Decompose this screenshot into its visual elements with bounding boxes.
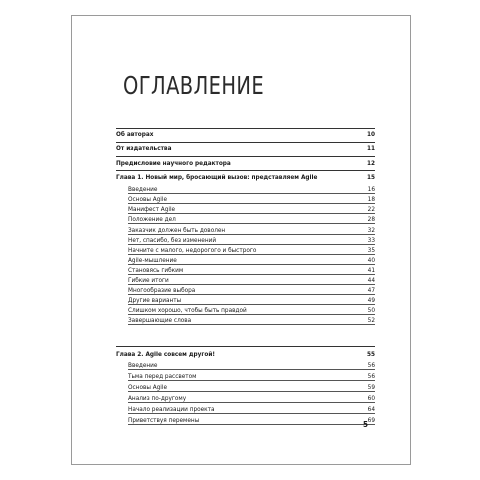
- toc-item-label: Положение дел: [128, 215, 176, 223]
- toc-item-page: 28: [367, 215, 375, 223]
- toc-entry-label: От издательства: [116, 144, 172, 152]
- toc-chapter-page: 55: [366, 350, 375, 358]
- toc-entry-label: Об авторах: [116, 130, 154, 138]
- toc-item-label: Agile-мышление: [128, 256, 177, 264]
- toc-entry-authors[interactable]: [116, 129, 375, 139]
- toc-item[interactable]: [116, 295, 375, 305]
- separator-line: [116, 156, 375, 157]
- toc-entry-page: 12: [366, 159, 375, 167]
- toc-item-label: Заказчик должен быть доволен: [128, 226, 226, 234]
- separator-line: [116, 170, 375, 171]
- toc-item-page: 69: [367, 416, 375, 424]
- page-number: 5: [362, 420, 368, 429]
- toc-item[interactable]: [116, 315, 375, 325]
- toc-item-label: Многообразие выбора: [128, 286, 196, 294]
- toc-entry-publisher[interactable]: [116, 143, 375, 153]
- toc-item[interactable]: [116, 285, 375, 295]
- toc-chapter-label: Глава 2. Agile совсем другой!: [116, 350, 215, 358]
- separator-line: [116, 346, 375, 347]
- toc-entry-label: Предисловие научного редактора: [116, 159, 231, 167]
- toc-item-page: 56: [367, 361, 375, 369]
- toc-item-page: 52: [367, 316, 375, 324]
- page-title: ОГЛАВЛЕНИЕ: [123, 71, 265, 100]
- toc-item-label: Завершающие слова: [128, 316, 192, 324]
- toc-chapter-2[interactable]: [116, 349, 375, 359]
- toc-chapter-label: Глава 1. Новый мир, бросающий вызов: представляем Agile: [116, 173, 318, 181]
- toc-item-page: 47: [367, 286, 375, 294]
- toc-item[interactable]: [116, 245, 375, 255]
- toc-item-label: Слишком хорошо, чтобы быть правдой: [128, 306, 247, 314]
- toc-item[interactable]: [116, 393, 375, 403]
- toc-item-page: 50: [367, 306, 375, 314]
- toc-item[interactable]: [116, 194, 375, 204]
- toc-item-label: Основы Agile: [128, 383, 168, 391]
- toc-item-page: 56: [367, 372, 375, 380]
- toc-item-page: 41: [367, 266, 375, 274]
- toc-item[interactable]: [116, 275, 375, 285]
- toc-item-page: 33: [367, 236, 375, 244]
- toc-entry-editor-foreword[interactable]: [116, 158, 375, 168]
- toc-item[interactable]: [116, 404, 375, 414]
- toc-item-page: 32: [367, 226, 375, 234]
- toc-entry-page: 10: [366, 130, 375, 138]
- toc-item-label: Введение: [128, 361, 158, 369]
- toc-item[interactable]: [116, 214, 375, 224]
- toc-item[interactable]: [116, 225, 375, 235]
- book-page: [71, 15, 411, 465]
- toc-item-page: 64: [367, 405, 375, 413]
- toc-item[interactable]: [116, 204, 375, 214]
- toc-item[interactable]: [116, 235, 375, 245]
- toc-item[interactable]: [116, 360, 375, 370]
- toc-item-page: 16: [367, 185, 375, 193]
- toc-item[interactable]: [116, 382, 375, 392]
- toc-item[interactable]: [116, 184, 375, 194]
- toc-item[interactable]: [116, 265, 375, 275]
- toc-item-page: 35: [367, 246, 375, 254]
- toc-item-label: Приветствуя перемены: [128, 416, 200, 424]
- toc-item-label: Введение: [128, 185, 158, 193]
- toc-item-page: 49: [367, 296, 375, 304]
- toc-item-label: Основы Agile: [128, 195, 168, 203]
- toc-chapter-1[interactable]: [116, 172, 375, 182]
- toc-item-page: 44: [367, 276, 375, 284]
- toc-item-page: 59: [367, 383, 375, 391]
- toc-item[interactable]: [116, 255, 375, 265]
- toc-item-label: Тьма перед рассветом: [128, 372, 197, 380]
- toc-item-label: Гибкие итоги: [128, 276, 169, 284]
- toc-item[interactable]: [116, 305, 375, 315]
- toc-entry-page: 11: [366, 144, 375, 152]
- toc-item-label: Манифест Agile: [128, 205, 176, 213]
- toc-item-page: 18: [367, 195, 375, 203]
- toc-item[interactable]: [116, 371, 375, 381]
- toc-item-label: Начните с малого, недорогого и быстрого: [128, 246, 257, 254]
- toc-item[interactable]: [116, 415, 375, 425]
- toc-item-label: Другие варианты: [128, 296, 182, 304]
- toc-item-page: 40: [367, 256, 375, 264]
- toc-chapter-page: 15: [366, 173, 375, 181]
- toc-item-label: Становясь гибким: [128, 266, 184, 274]
- toc-item-label: Анализ по-другому: [128, 394, 187, 402]
- toc-item-page: 22: [367, 205, 375, 213]
- toc-item-page: 60: [367, 394, 375, 402]
- toc-item-label: Начало реализации проекта: [128, 405, 215, 413]
- toc-item-label: Нет, спасибо, без изменений: [128, 236, 217, 244]
